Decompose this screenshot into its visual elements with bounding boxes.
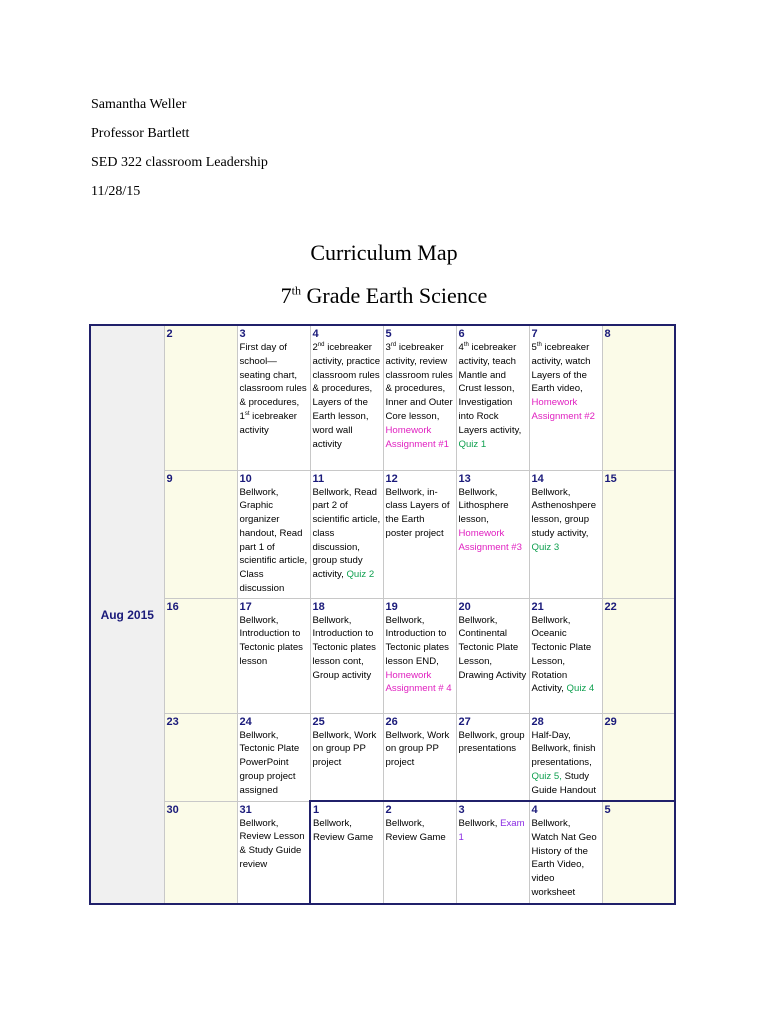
activity-text: icebreaker activity, teach Mantle and Crust lesson, Investigation into Rock Layers activity,: [458, 342, 522, 436]
day-cell: [602, 470, 675, 598]
day-number: 10: [239, 472, 252, 485]
day-cell: [602, 713, 675, 801]
day-activities: [386, 615, 452, 695]
day-number: 16: [166, 600, 179, 613]
subtitle-text: Grade Earth Science: [301, 283, 488, 308]
day-cell: [310, 801, 383, 904]
activity-text: Bellwork, Introduction to Tectonic plates lesson END,: [385, 614, 449, 667]
day-cell: [383, 598, 456, 713]
calendar-week-row: [90, 801, 675, 904]
day-cell: [456, 713, 529, 801]
day-number: 25: [312, 715, 325, 728]
curriculum-calendar: [89, 324, 676, 905]
quiz-label: Quiz 3: [531, 541, 560, 553]
activity-text: icebreaker activity, watch Layers of the Earth video,: [531, 342, 591, 395]
day-cell: [529, 470, 602, 598]
activity-text: Bellwork, Read part 2 of scientific article, class discussion, group study activity,: [312, 486, 381, 581]
day-activities: [532, 615, 595, 695]
day-cell: [383, 325, 456, 470]
activity-text: Bellwork, Oceanic Tectonic Plate Lesson, Rotation Activity,: [531, 614, 592, 695]
day-cell: [164, 713, 237, 801]
day-activities: [532, 487, 597, 553]
activity-text: Bellwork, Lithosphere lesson,: [458, 486, 509, 526]
activity-text: Study Guide Handout: [531, 770, 597, 796]
day-activities: [532, 342, 595, 422]
activity-text: Bellwork, Continental Tectonic Plate Lesson, Drawing Activity: [458, 614, 527, 681]
day-cell: [237, 713, 310, 801]
day-activities: [459, 730, 525, 755]
day-cell: [164, 801, 237, 904]
day-number: 24: [239, 715, 252, 728]
day-number: 28: [531, 715, 544, 728]
day-cell: [310, 713, 383, 801]
day-cell: [237, 325, 310, 470]
activity-text: Bellwork, Asthenoshpere lesson, group study activity,: [531, 486, 597, 539]
day-cell: [164, 598, 237, 713]
day-cell: [310, 470, 383, 598]
day-number: 5: [604, 804, 611, 816]
day-activities: [386, 342, 453, 450]
activity-text: Bellwork, Work on group PP project: [312, 729, 377, 769]
homework-label: Homework Assignment #3: [458, 527, 522, 553]
day-activities: [386, 487, 450, 539]
day-number: 29: [604, 715, 617, 728]
day-activities: [240, 487, 308, 595]
day-activities: [386, 730, 450, 769]
activity-text: rd: [390, 341, 397, 348]
day-number: 11: [312, 472, 325, 485]
activity-text: 2: [312, 342, 318, 353]
day-number: 30: [166, 803, 179, 816]
professor-name: Professor Bartlett: [91, 126, 190, 141]
activity-text: Bellwork, Review Lesson & Study Guide review: [239, 817, 305, 870]
day-cell: [602, 325, 675, 470]
day-cell: [383, 801, 456, 904]
day-cell: [310, 325, 383, 470]
day-number: 15: [604, 472, 617, 485]
activity-text: icebreaker activity, review classroom rules & procedures, Inner and Outer Core lesson,: [385, 342, 453, 422]
day-cell: [383, 470, 456, 598]
day-activities: [459, 818, 525, 843]
day-cell: [456, 801, 529, 904]
homework-label: Homework Assignment # 4: [385, 669, 452, 695]
exam-label: Exam 1: [458, 818, 525, 843]
activity-text: Bellwork, Watch Nat Geo History of the Earth Video, video worksheet: [531, 818, 597, 898]
quiz-label: Quiz 4: [566, 683, 595, 695]
day-number: 27: [458, 715, 471, 728]
day-activities: [532, 730, 597, 796]
activity-text: Bellwork,: [458, 818, 501, 829]
day-activities: [240, 818, 305, 870]
activity-text: Bellwork, Introduction to Tectonic plates lesson: [239, 614, 303, 667]
activity-text: icebreaker activity: [239, 410, 297, 436]
quiz-label: Quiz 5,: [531, 770, 562, 782]
activity-text: th: [536, 341, 542, 348]
day-cell: [602, 598, 675, 713]
day-activities: [459, 342, 522, 450]
day-number: 4: [531, 804, 538, 816]
day-number: 12: [385, 472, 398, 485]
day-number: 3: [458, 804, 465, 816]
day-cell: [456, 470, 529, 598]
day-number: 9: [166, 472, 173, 485]
activity-text: Bellwork, Introduction to Tectonic plates lesson cont, Group activity: [312, 614, 376, 681]
day-number: 26: [385, 715, 398, 728]
day-cell: [529, 325, 602, 470]
day-number: 2: [385, 804, 392, 816]
day-cell: [456, 325, 529, 470]
day-cell: [164, 325, 237, 470]
day-activities: [240, 730, 300, 796]
day-number: 17: [239, 600, 252, 613]
course-name: SED 322 classroom Leadership: [91, 155, 268, 170]
day-number: 8: [604, 328, 611, 340]
day-cell: [237, 598, 310, 713]
day-activities: [313, 818, 373, 843]
day-number: 5: [385, 328, 392, 340]
activity-text: nd: [317, 341, 325, 348]
homework-label: Homework Assignment #1: [385, 424, 449, 450]
subtitle-grade-number: 7: [280, 283, 292, 308]
day-activities: [459, 615, 527, 681]
document-header: [91, 90, 268, 206]
day-cell: [237, 801, 310, 904]
activity-text: Bellwork, in-class Layers of the Earth poster project: [385, 486, 450, 539]
day-activities: [313, 730, 377, 769]
day-number: 20: [458, 600, 471, 613]
activity-text: First day of school—seating chart, classroom rules & procedures, 1: [239, 342, 307, 422]
day-number: 3: [239, 328, 246, 340]
day-cell: [237, 470, 310, 598]
document-date: 11/28/15: [91, 184, 141, 199]
calendar-week-row: [90, 713, 675, 801]
author-name: Samantha Weller: [91, 97, 187, 112]
day-cell: [456, 598, 529, 713]
activity-text: 5: [531, 342, 537, 353]
activity-text: Bellwork, group presentations: [458, 729, 525, 755]
activity-text: st: [244, 410, 250, 417]
activity-text: Bellwork, Review Game: [313, 818, 374, 843]
day-activities: [459, 487, 522, 553]
calendar-week-row: [90, 470, 675, 598]
day-activities: [240, 342, 307, 436]
day-activities: [313, 615, 376, 681]
day-number: 2: [166, 328, 173, 340]
quiz-label: Quiz 1: [458, 438, 487, 450]
homework-label: Homework Assignment #2: [531, 397, 595, 422]
day-activities: [386, 818, 446, 843]
page-title: Curriculum Map: [310, 240, 458, 265]
day-cell: [164, 470, 237, 598]
day-cell: [383, 713, 456, 801]
activity-text: Bellwork, Graphic organizer handout, Read part 1 of scientific article, Class discussion: [239, 486, 308, 595]
day-cell: [602, 801, 675, 904]
activity-text: 3: [385, 342, 391, 353]
day-number: 31: [239, 803, 252, 816]
day-cell: [529, 801, 602, 904]
day-number: 22: [604, 600, 617, 613]
page-subtitle: [0, 283, 768, 309]
activity-text: Bellwork, Tectonic Plate PowerPoint group project assigned: [239, 729, 300, 796]
day-number: 18: [312, 600, 325, 613]
day-number: 1: [313, 804, 320, 816]
activity-text: Bellwork, Review Game: [385, 818, 446, 843]
calendar-week-row: [90, 598, 675, 713]
day-activities: [313, 342, 381, 450]
day-number: 7: [531, 328, 538, 340]
calendar-week-row: [90, 325, 675, 470]
activity-text: Half-Day, Bellwork, finish presentations,: [531, 729, 596, 769]
day-number: 21: [531, 600, 544, 613]
activity-text: Bellwork, Work on group PP project: [385, 729, 450, 769]
day-number: 23: [166, 715, 179, 728]
day-number: 6: [458, 328, 465, 340]
activity-text: 4: [458, 342, 464, 353]
day-cell: [529, 713, 602, 801]
day-cell: [529, 598, 602, 713]
day-cell: [310, 598, 383, 713]
day-number: 4: [312, 328, 319, 340]
day-activities: [532, 818, 597, 898]
day-activities: [313, 487, 381, 581]
quiz-label: Quiz 2: [346, 569, 375, 581]
day-number: 19: [385, 600, 398, 613]
day-activities: [240, 615, 303, 667]
activity-text: th: [463, 341, 469, 348]
activity-text: icebreaker activity, practice classroom rules & procedures, Layers of the Earth lesson, word wall activity: [312, 342, 381, 450]
month-label: Aug 2015: [90, 325, 164, 904]
subtitle-grade-suffix: th: [291, 283, 302, 298]
day-number: 14: [531, 472, 544, 485]
day-number: 13: [458, 472, 471, 485]
